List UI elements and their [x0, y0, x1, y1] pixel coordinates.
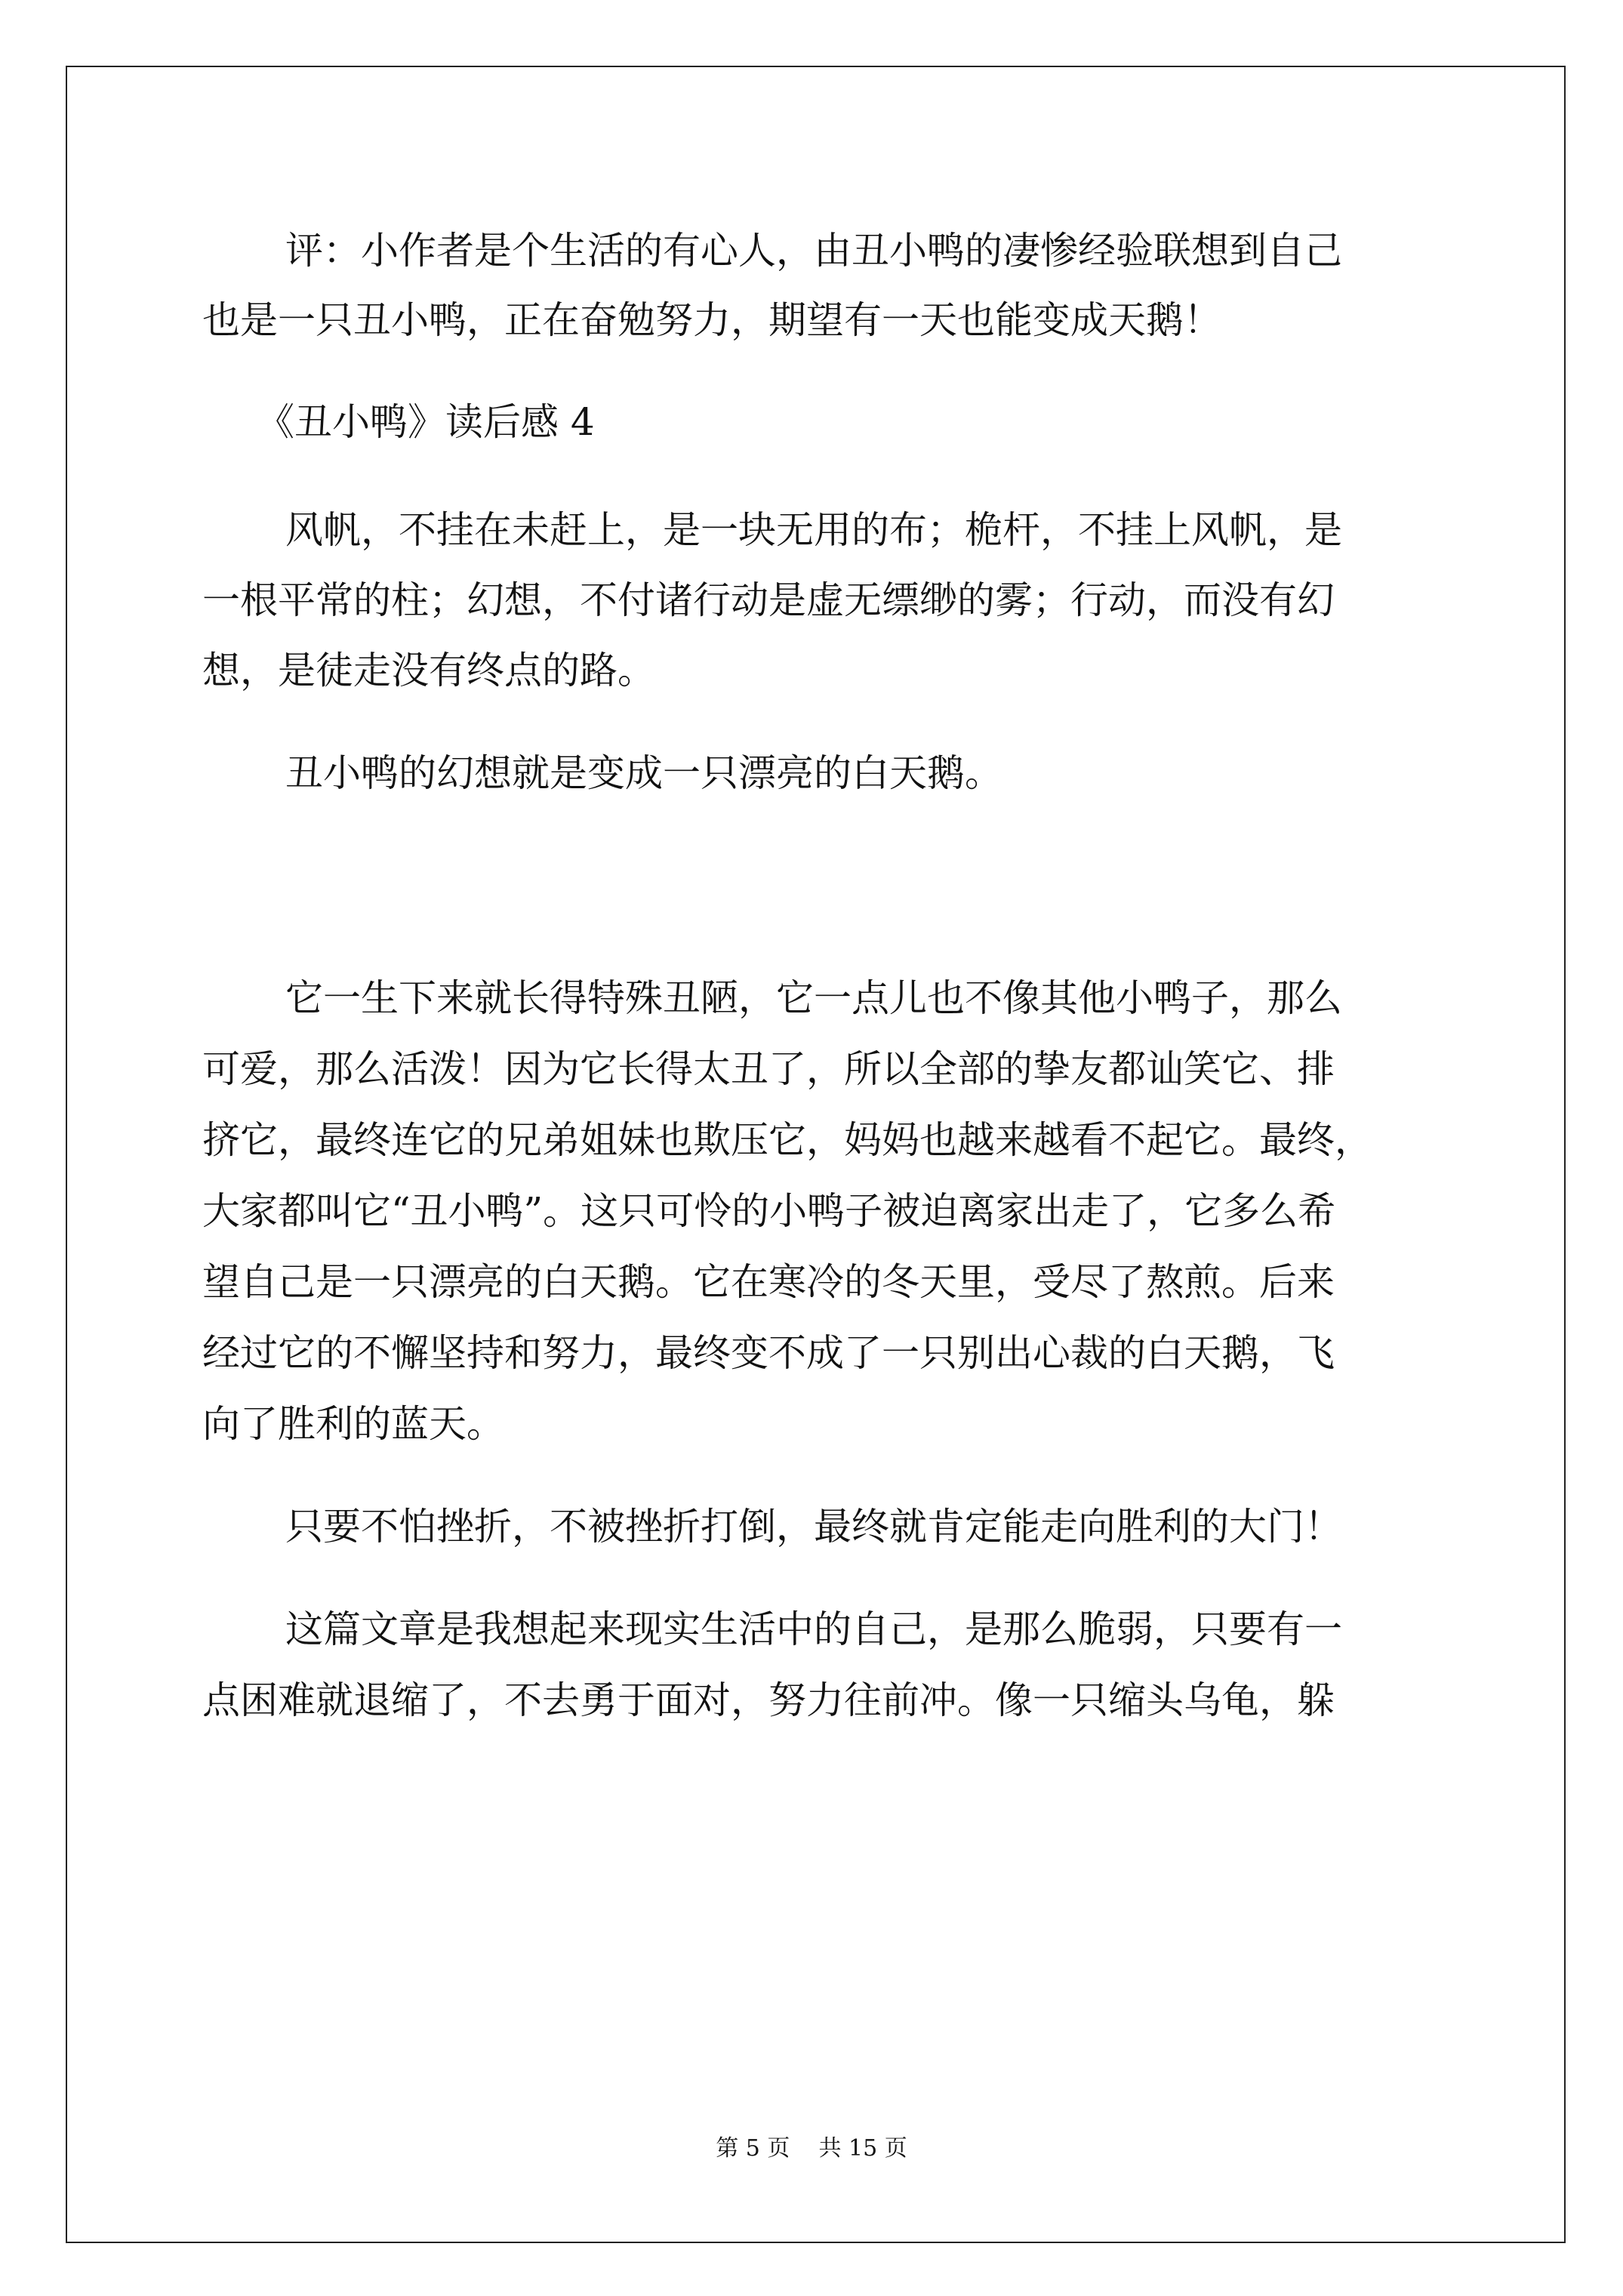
paragraph-line: 丑小鸭的幻想就是变成一只漂亮的白天鹅。 — [285, 751, 1002, 795]
paragraph-line: 向了胜利的蓝天。 — [202, 1402, 504, 1446]
paragraph-line: 只要不怕挫折，不被挫折打倒，最终就肯定能走向胜利的大门！ — [285, 1505, 1342, 1549]
paragraph-line: 点困难就退缩了，不去勇于面对，努力往前冲。像一只缩头乌龟，躲 — [202, 1678, 1335, 1722]
paragraph-line: 也是一只丑小鸭，正在奋勉努力，期望有一天也能变成天鹅！ — [202, 298, 1221, 342]
paragraph-line: 大家都叫它“丑小鸭”。这只可怜的小鸭子被迫离家出走了，它多么希 — [202, 1189, 1336, 1233]
paragraph-line: 一根平常的柱；幻想，不付诸行动是虚无缥缈的雾；行动，而没有幻 — [202, 578, 1335, 622]
paragraph-line: 挤它，最终连它的兄弟姐妹也欺压它，妈妈也越来越看不起它。最终， — [202, 1118, 1372, 1162]
paragraph-line: 望自己是一只漂亮的白天鹅。它在寒冷的冬天里，受尽了熬煎。后来 — [202, 1260, 1335, 1304]
paragraph-line: 它一生下来就长得特殊丑陋，它一点儿也不像其他小鸭子，那么 — [285, 976, 1342, 1020]
paragraph-line: 评：小作者是个生活的有心人，由丑小鸭的凄惨经验联想到自己 — [285, 229, 1342, 273]
paragraph-line: 这篇文章是我想起来现实生活中的自己，是那么脆弱，只要有一 — [285, 1607, 1342, 1651]
section-heading: 《丑小鸭》读后感 4 — [257, 400, 595, 444]
paragraph-line: 可爱，那么活泼！因为它长得太丑了，所以全部的挚友都讪笑它、排 — [202, 1047, 1335, 1091]
page-number: 第 5 页 共 15 页 — [716, 2135, 907, 2162]
paragraph-line: 风帆，不挂在未赶上，是一块无用的布；桅杆，不挂上风帆，是 — [285, 508, 1342, 552]
paragraph-line: 经过它的不懈坚持和努力，最终变不成了一只别出心裁的白天鹅，飞 — [202, 1331, 1335, 1375]
paragraph-line: 想，是徒走没有终点的路。 — [202, 649, 655, 692]
